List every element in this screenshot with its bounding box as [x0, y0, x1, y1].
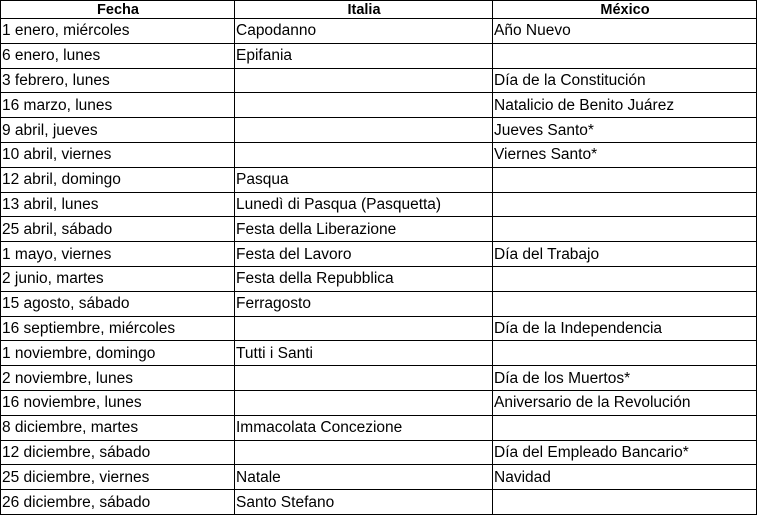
mexico-cell — [493, 490, 757, 515]
italia-cell — [235, 68, 493, 93]
fecha-cell: 26 diciembre, sábado — [1, 490, 235, 515]
mexico-cell — [493, 291, 757, 316]
italia-cell: Lunedì di Pasqua (Pasquetta) — [235, 192, 493, 217]
italia-cell — [235, 316, 493, 341]
italia-cell: Festa del Lavoro — [235, 242, 493, 267]
table-row — [1, 440, 757, 465]
italia-cell: Festa della Repubblica — [235, 266, 493, 291]
mexico-cell — [493, 415, 757, 440]
table-row — [1, 490, 757, 515]
fecha-cell: 16 septiembre, miércoles — [1, 316, 235, 341]
fecha-cell: 16 marzo, lunes — [1, 93, 235, 118]
table-row — [1, 266, 757, 291]
mexico-cell — [493, 167, 757, 192]
mexico-cell — [493, 266, 757, 291]
italia-cell: Tutti i Santi — [235, 341, 493, 366]
table-row — [1, 217, 757, 242]
fecha-cell: 25 abril, sábado — [1, 217, 235, 242]
mexico-cell — [493, 341, 757, 366]
fecha-cell: 1 enero, miércoles — [1, 19, 235, 44]
fecha-cell: 12 diciembre, sábado — [1, 440, 235, 465]
table-row — [1, 415, 757, 440]
mexico-cell — [493, 192, 757, 217]
table-row — [1, 465, 757, 490]
table-row — [1, 93, 757, 118]
fecha-cell: 1 mayo, viernes — [1, 242, 235, 267]
mexico-cell — [493, 43, 757, 68]
fecha-cell: 3 febrero, lunes — [1, 68, 235, 93]
fecha-cell: 16 noviembre, lunes — [1, 390, 235, 415]
mexico-cell — [493, 217, 757, 242]
italia-cell: Santo Stefano — [235, 490, 493, 515]
mexico-cell: Viernes Santo* — [493, 142, 757, 167]
mexico-cell: Día de los Muertos* — [493, 366, 757, 391]
mexico-cell: Día del Trabajo — [493, 242, 757, 267]
table-row — [1, 242, 757, 267]
table-row — [1, 390, 757, 415]
table-row — [1, 142, 757, 167]
header-row — [1, 1, 757, 19]
fecha-cell: 12 abril, domingo — [1, 167, 235, 192]
italia-cell — [235, 366, 493, 391]
italia-cell: Epifania — [235, 43, 493, 68]
fecha-cell: 2 junio, martes — [1, 266, 235, 291]
header-italia: Italia — [235, 1, 493, 19]
mexico-cell: Día de la Independencia — [493, 316, 757, 341]
italia-cell — [235, 142, 493, 167]
table-row — [1, 68, 757, 93]
mexico-cell: Día del Empleado Bancario* — [493, 440, 757, 465]
header-mexico: México — [493, 1, 757, 19]
mexico-cell: Natalicio de Benito Juárez — [493, 93, 757, 118]
italia-cell: Festa della Liberazione — [235, 217, 493, 242]
fecha-cell: 6 enero, lunes — [1, 43, 235, 68]
italia-cell — [235, 118, 493, 143]
fecha-cell: 10 abril, viernes — [1, 142, 235, 167]
italia-cell: Pasqua — [235, 167, 493, 192]
italia-cell: Capodanno — [235, 19, 493, 44]
mexico-cell: Jueves Santo* — [493, 118, 757, 143]
table-row — [1, 291, 757, 316]
table-body — [1, 19, 757, 515]
fecha-cell: 15 agosto, sábado — [1, 291, 235, 316]
table-row — [1, 192, 757, 217]
mexico-cell: Año Nuevo — [493, 19, 757, 44]
table-row — [1, 43, 757, 68]
mexico-cell: Aniversario de la Revolución — [493, 390, 757, 415]
table-row — [1, 118, 757, 143]
italia-cell: Ferragosto — [235, 291, 493, 316]
mexico-cell: Navidad — [493, 465, 757, 490]
fecha-cell: 25 diciembre, viernes — [1, 465, 235, 490]
header-fecha: Fecha — [1, 1, 235, 19]
table-row — [1, 341, 757, 366]
italia-cell — [235, 390, 493, 415]
fecha-cell: 13 abril, lunes — [1, 192, 235, 217]
table-row — [1, 19, 757, 44]
fecha-cell: 2 noviembre, lunes — [1, 366, 235, 391]
fecha-cell: 9 abril, jueves — [1, 118, 235, 143]
table-row — [1, 167, 757, 192]
mexico-cell: Día de la Constitución — [493, 68, 757, 93]
italia-cell — [235, 440, 493, 465]
table-row — [1, 366, 757, 391]
fecha-cell: 1 noviembre, domingo — [1, 341, 235, 366]
table-row — [1, 316, 757, 341]
italia-cell: Natale — [235, 465, 493, 490]
italia-cell: Immacolata Concezione — [235, 415, 493, 440]
fecha-cell: 8 diciembre, martes — [1, 415, 235, 440]
italia-cell — [235, 93, 493, 118]
